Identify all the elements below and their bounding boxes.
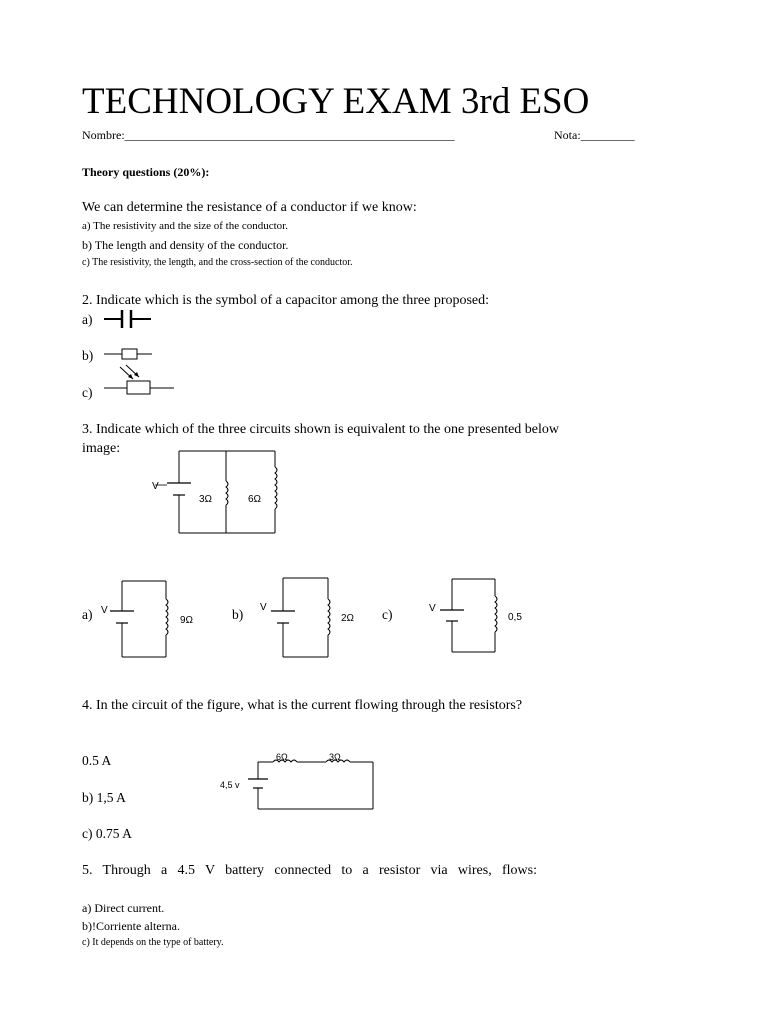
resistor-symbol-icon — [104, 347, 154, 361]
q3-stem-line-1: 3. Indicate which of the three circuits shown is equivalent to the one presented below — [82, 422, 560, 437]
q3-main-r1-label: 3Ω — [199, 494, 213, 505]
q3-c-resistor-label: 0,5 — [508, 612, 522, 623]
q3-main-source-label: V — [152, 481, 159, 492]
q1-option-a: a) The resistivity and the size of the conductor. — [82, 220, 288, 232]
q3-b-resistor-label: 2Ω — [341, 613, 355, 624]
q1-stem: We can determine the resistance of a conductor if we know: — [82, 200, 417, 215]
q4-r1-label: 6Ω — [276, 752, 288, 762]
q3-b-source-label: V — [260, 602, 267, 613]
q3-option-b-label: b) — [232, 607, 244, 622]
capacitor-symbol-icon — [104, 309, 154, 329]
q1-option-b: b) The length and density of the conductor. — [82, 238, 289, 252]
q3-stem-line-2: image: — [82, 441, 121, 456]
q3-main-circuit — [150, 447, 290, 542]
grade-line: Nota:_________ — [554, 128, 635, 142]
q3-a-resistor-label: 9Ω — [180, 615, 194, 626]
q2-option-c-label: c) — [82, 385, 93, 400]
section-title: Theory questions (20%): — [82, 165, 210, 179]
q3-option-c-label: c) — [382, 607, 393, 622]
q3-option-c-circuit — [427, 574, 537, 659]
ldr-symbol-icon — [104, 364, 176, 398]
q5-option-a: a) Direct current. — [82, 901, 165, 915]
q4-stem: 4. In the circuit of the figure, what is the current flowing through the resistors? — [82, 698, 523, 713]
q4-r2-label: 3Ω — [329, 752, 341, 762]
q5-option-b: b)!Corriente alterna. — [82, 919, 180, 933]
q3-option-a-circuit — [98, 575, 198, 667]
q3-c-source-label: V — [429, 603, 436, 614]
q5-stem: 5. Through a 4.5 V battery connected to a resistor via wires, flows: — [82, 863, 537, 878]
q2-option-b-label: b) — [82, 348, 94, 363]
student-name-line: Nombre:_______________________________________________________ — [82, 128, 455, 142]
exam-title: TECHNOLOGY EXAM 3rd ESO — [82, 81, 590, 122]
q1-option-c: c) The resistivity, the length, and the cross-section of the conductor. — [82, 257, 353, 268]
q5-option-c: c) It depends on the type of battery. — [82, 937, 224, 948]
q3-option-b-circuit — [258, 573, 368, 668]
q4-series-circuit — [218, 752, 378, 814]
q3-option-a-label: a) — [82, 607, 93, 622]
q3-main-r2-label: 6Ω — [248, 494, 262, 505]
q4-source-label: 4,5 v — [220, 780, 240, 790]
q4-option-a: 0.5 A — [82, 753, 112, 768]
q4-option-c: c) 0.75 A — [82, 826, 132, 841]
q3-a-source-label: V — [101, 605, 108, 616]
q2-option-a-label: a) — [82, 312, 93, 327]
q4-option-b: b) 1,5 A — [82, 790, 126, 805]
q2-stem: 2. Indicate which is the symbol of a capacitor among the three proposed: — [82, 293, 490, 308]
